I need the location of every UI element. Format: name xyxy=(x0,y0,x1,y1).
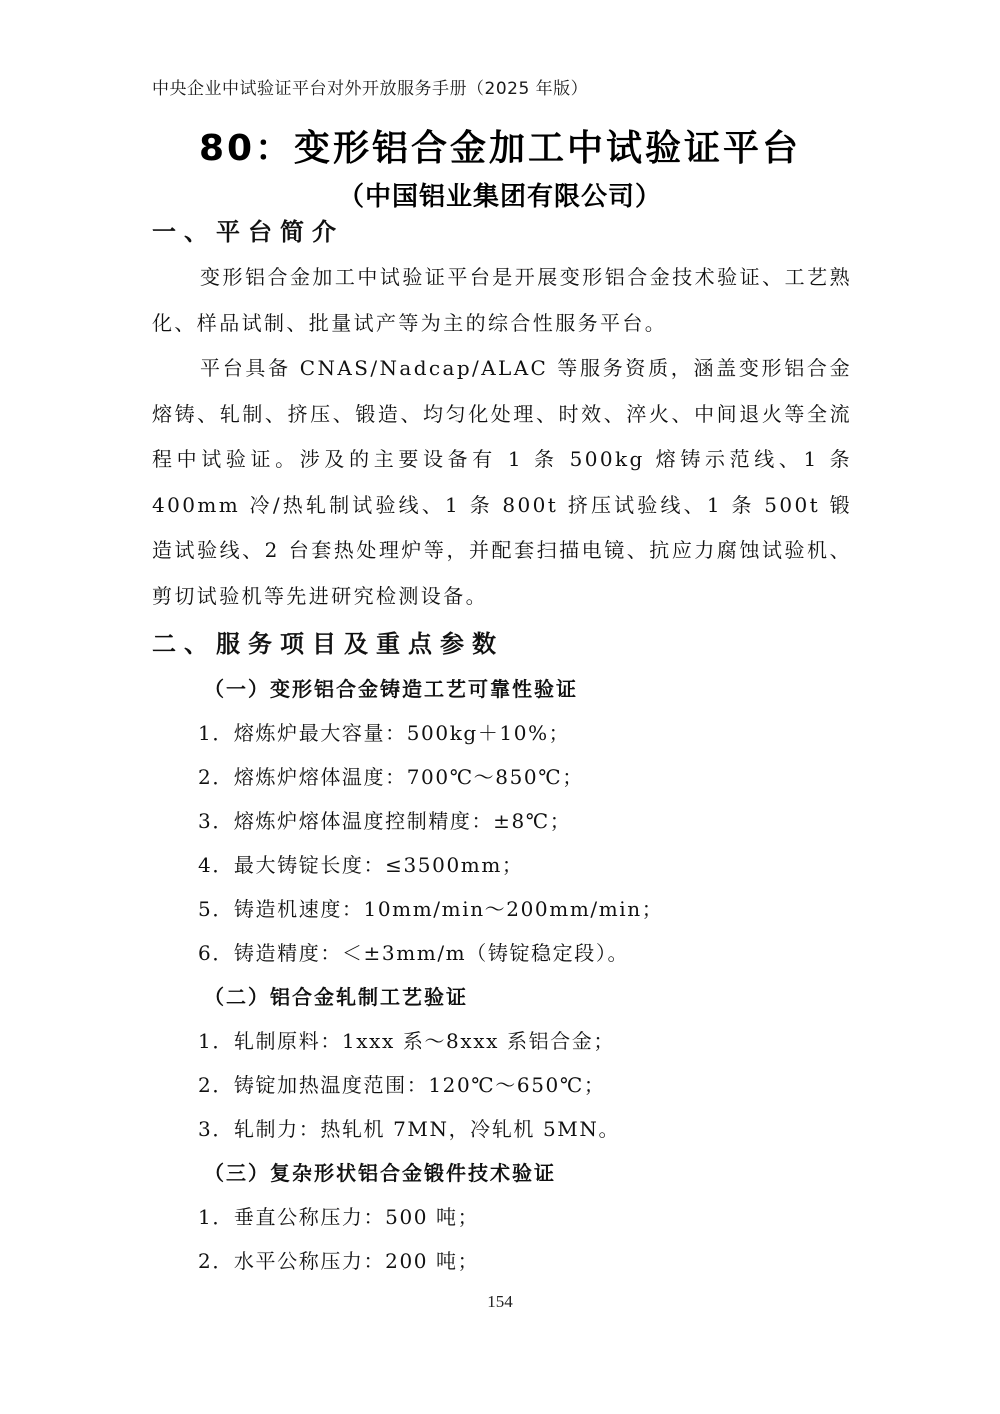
list-item: 2．水平公称压力：200 吨； xyxy=(198,1249,480,1273)
list-item: 1．熔炼炉最大容量：500kg＋10%； xyxy=(198,721,571,745)
list-item: 1．轧制原料：1xxx 系～8xxx 系铝合金； xyxy=(198,1029,615,1053)
list-item: 3．熔炼炉熔体温度控制精度：±8℃； xyxy=(198,809,572,833)
list-item: 5．铸造机速度：10mm/min～200mm/min； xyxy=(198,897,664,921)
section-heading-services: 二、服务项目及重点参数 xyxy=(152,630,504,658)
page-number: 154 xyxy=(487,1292,513,1311)
subsection-heading-casting: （一）变形铝合金铸造工艺可靠性验证 xyxy=(204,677,578,701)
subsection-heading-rolling: （二）铝合金轧制工艺验证 xyxy=(204,985,468,1009)
document-body xyxy=(152,213,852,1283)
list-item: 4．最大铸锭长度：≤3500mm； xyxy=(198,853,524,877)
section-heading-intro: 一、平台简介 xyxy=(152,218,344,246)
running-header: 中央企业中试验证平台对外开放服务手册（2025 年版） xyxy=(152,79,589,99)
list-item: 6．铸造精度：＜±3mm/m（铸锭稳定段）。 xyxy=(198,941,630,965)
page-title: 80：变形铝合金加工中试验证平台 xyxy=(198,128,802,169)
list-item: 3．轧制力：热轧机 7MN，冷轧机 5MN。 xyxy=(198,1117,621,1141)
paragraph: 变形铝合金加工中试验证平台是开展变形铝合金技术验证、工艺熟化、样品试制、批量试产等为主的综合性服务平台。 xyxy=(152,265,852,335)
list-item: 2．铸锭加热温度范围：120℃～650℃； xyxy=(198,1073,606,1097)
list-item: 1．垂直公称压力：500 吨； xyxy=(198,1205,480,1229)
subsection-heading-forging: （三）复杂形状铝合金锻件技术验证 xyxy=(204,1161,556,1185)
list-item: 2．熔炼炉熔体温度：700℃～850℃； xyxy=(198,765,584,789)
page-subtitle: （中国铝业集团有限公司） xyxy=(337,182,662,212)
paragraph: 平台具备 CNAS/Nadcap/ALAC 等服务资质，涵盖变形铝合金熔铸、轧制、挤压、锻造、均匀化处理、时效、淬火、中间退火等全流程中试验证。涉及的主要设备有 1 条 500kg 熔铸示范线、1 条 400mm 冷/热轧制试验线、1 条 800t 挤压试验线、1 条 500t 锻造试验线、2 台套热处理炉等，并配套扫描电镜、抗应力腐蚀试验机、剪切试验机等先进研究检测设备。 xyxy=(152,356,852,608)
